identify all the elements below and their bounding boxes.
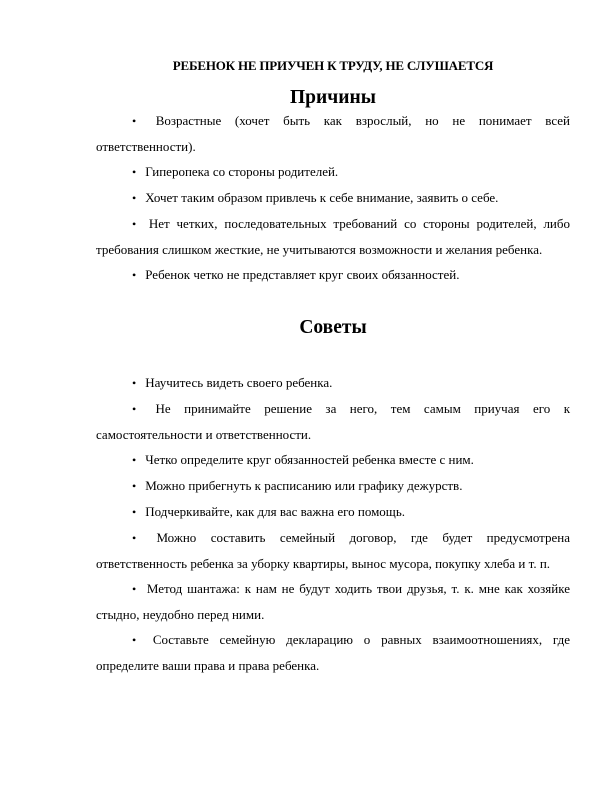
bullet-icon: [132, 627, 142, 653]
bullet-icon: [132, 159, 142, 185]
list-item: • Не принимайте решение за него, тем самым приучая его к самостоятельности и ответственности.: [96, 396, 570, 447]
bullet-icon: [132, 185, 142, 211]
list-item: • Хочет таким образом привлечь к себе внимание, заявить о себе.: [96, 185, 570, 211]
list-item: • Можно прибегнуть к расписанию или графику дежурств.: [96, 473, 570, 499]
bullet-icon: [132, 525, 142, 551]
causes-heading: Причины: [290, 87, 376, 108]
list-item: • Подчеркивайте, как для вас важна его помощь.: [96, 499, 570, 525]
list-item: • Четко определите круг обязанностей ребенка вместе с ним.: [96, 447, 570, 473]
bullet-icon: [132, 396, 142, 422]
list-item: • Составьте семейную декларацию о равных взаимоотношениях, где определите ваши права и права ребенка.: [96, 627, 570, 678]
list-item: • Метод шантажа: к нам не будут ходить твои друзья, т. к. мне как хозяйке стыдно, неудобно перед ними.: [96, 576, 570, 627]
advice-heading: Советы: [299, 317, 367, 338]
bullet-icon: [132, 370, 142, 396]
list-item: • Можно составить семейный договор, где будет предусмотрена ответственность ребенка за уборку квартиры, вынос мусора, покупку хлеба и т. п.: [96, 525, 570, 576]
document-page: [96, 56, 570, 678]
bullet-icon: [132, 576, 142, 602]
list-item: • Научитесь видеть своего ребенка.: [96, 370, 570, 396]
list-item: • Гиперопека со стороны родителей.: [96, 159, 570, 185]
bullet-icon: [132, 262, 142, 288]
page-title: РЕБЕНОК НЕ ПРИУЧЕН К ТРУДУ, НЕ СЛУШАЕТСЯ: [172, 58, 494, 73]
bullet-icon: [132, 108, 142, 134]
bullet-icon: [132, 499, 142, 525]
bullet-icon: [132, 473, 142, 499]
bullet-icon: [132, 447, 142, 473]
causes-list: [96, 108, 570, 288]
list-item: • Возрастные (хочет быть как взрослый, но не понимает всей ответственности).: [96, 108, 570, 159]
advice-list: [96, 370, 570, 678]
bullet-icon: [132, 211, 142, 237]
list-item: • Ребенок четко не представляет круг своих обязанностей.: [96, 262, 570, 288]
list-item: • Нет четких, последовательных требований со стороны родителей, либо требования слишком жесткие, не учитываются возможности и желания ребенка.: [96, 211, 570, 262]
